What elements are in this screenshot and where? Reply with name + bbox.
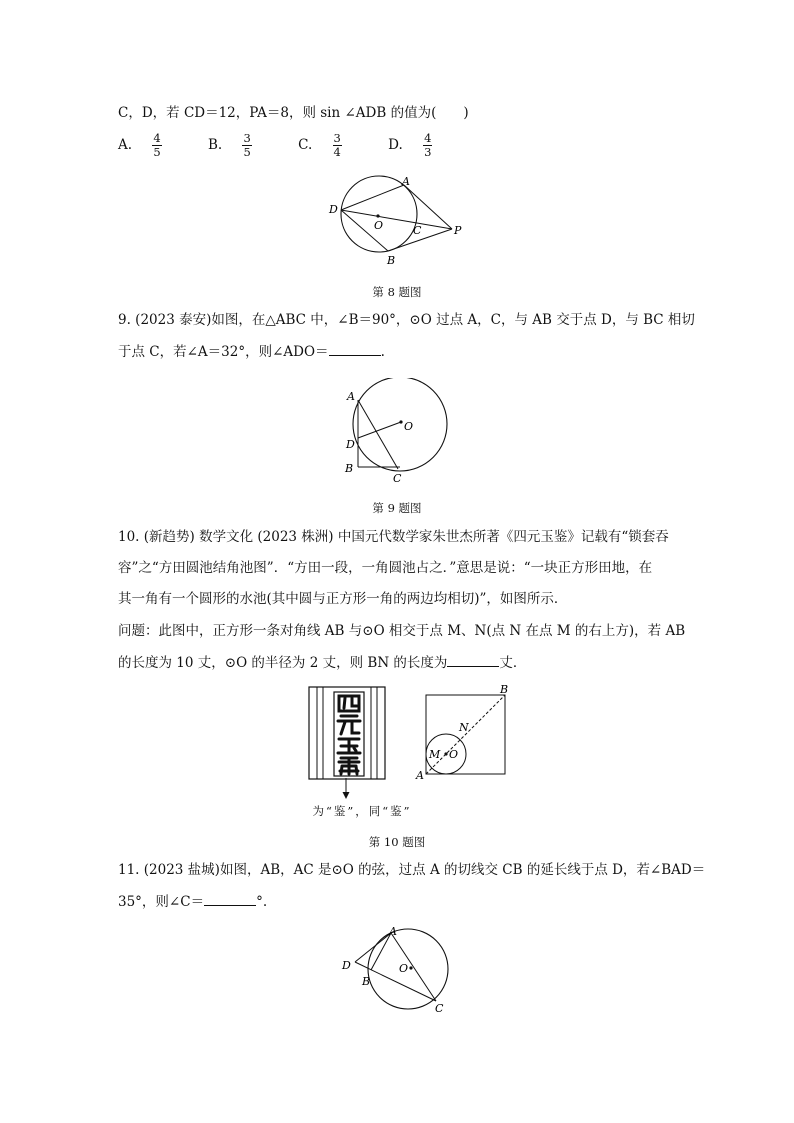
q9-caption: 第 9 题图 <box>372 501 422 515</box>
fig10-label-a: A <box>416 769 424 781</box>
fig10-center-dot <box>444 752 447 755</box>
fig9-label-c: C <box>393 472 402 485</box>
q8-option-c[interactable]: C. $\frac{3}{4}$ <box>298 131 341 159</box>
fig11-label-b: B <box>362 975 371 988</box>
q10-answer-blank[interactable] <box>447 653 499 667</box>
figure-11 <box>338 922 478 1014</box>
fig11-label-o: O <box>399 962 409 975</box>
q10-caption: 第 10 题图 <box>368 835 426 849</box>
q8-caption: 第 8 题图 <box>372 285 422 299</box>
fig9-label-d: D <box>346 438 355 451</box>
figure-10-book <box>308 686 388 802</box>
fig11-line-ac <box>391 933 436 1001</box>
fig8-line-dp <box>341 210 452 229</box>
fig9-line-ac <box>358 400 398 469</box>
fig9-label-a: A <box>347 390 355 403</box>
book-arrow-head <box>343 792 350 799</box>
fig9-label-o: O <box>404 420 414 433</box>
fig11-label-c: C <box>435 1002 444 1014</box>
q11-line1: 11. (2023 盐城)如图，AB，AC 是⊙O 的弦，过点 A 的切线交 CB 的延长线于点 D，若∠BAD＝ <box>118 862 706 878</box>
fig11-tangent-da <box>355 933 391 962</box>
q8-option-a[interactable]: A. $\frac{4}{5}$ <box>118 131 161 159</box>
fig10-label-b: B <box>500 683 509 696</box>
fig10-label-o: O <box>449 748 459 761</box>
fig10-label-n: N <box>459 721 469 734</box>
fig9-line-do <box>358 422 401 438</box>
q9-answer-blank[interactable] <box>329 342 381 356</box>
fig8-label-p: P <box>454 224 462 237</box>
fig9-center-dot <box>399 420 402 423</box>
fig8-label-c: C <box>413 224 422 237</box>
q8-option-d[interactable]: D. $\frac{4}{3}$ <box>388 131 432 159</box>
q8-stem-tail: C，D，若 CD＝12，PA＝8，则 sin ∠ADB 的值为( ) <box>118 105 469 121</box>
figure-10-square <box>412 683 520 781</box>
fig11-line-ab <box>371 933 391 970</box>
fig11-label-a: A <box>389 925 397 938</box>
fig9-circle <box>353 378 447 471</box>
q10-line2: 容”之“方田圆池结角池图”．“方田一段，一角圆池占之．”意思是说：“一块正方形田地，在 <box>118 560 653 576</box>
fig8-label-a: A <box>402 175 410 188</box>
fig8-label-d: D <box>329 203 338 216</box>
q8-option-b[interactable]: B. $\frac{3}{5}$ <box>207 131 251 159</box>
q10-line1: 10. (新趋势) 数学文化 (2023 株洲) 中国元代数学家朱世杰所著《四元玉鉴》记载有“锁套吞 <box>118 529 669 545</box>
q9-line2: 于点 C，若∠A＝32°，则∠ADO＝ . <box>118 344 385 360</box>
q8-options <box>118 132 474 159</box>
figure-9 <box>340 378 450 488</box>
figure-8 <box>320 168 480 274</box>
q9-line1: 9. (2023 泰安)如图，在△ABC 中，∠B＝90°，⊙O 过点 A，C，与 AB 交于点 D，与 BC 相切 <box>118 312 695 328</box>
q11-line2: 35°，则∠C＝ °. <box>118 894 268 910</box>
fig11-center-dot <box>409 966 412 969</box>
fig8-label-o: O <box>374 219 384 232</box>
fig8-center-dot <box>376 214 379 217</box>
fig8-label-b: B <box>387 254 396 267</box>
fig10-label-m: M <box>429 748 441 761</box>
fig9-label-b: B <box>345 462 354 475</box>
q11-answer-blank[interactable] <box>204 892 256 906</box>
q10-line5: 的长度为 10 丈，⊙O 的半径为 2 丈，则 BN 的长度为 丈． <box>118 655 527 671</box>
q10-book-note: 为“鉴”，同“鉴” <box>312 804 412 818</box>
q10-line3: 其一角有一个圆形的水池(其中圆与正方形一角的两边均相切)”，如图所示． <box>118 591 568 607</box>
fig10-diagonal <box>426 695 505 774</box>
fig11-label-d: D <box>342 959 351 972</box>
q10-line4: 问题：此图中，正方形一条对角线 AB 与⊙O 相交于点 M、N(点 N 在点 M 的右上方)，若 AB <box>118 623 686 639</box>
